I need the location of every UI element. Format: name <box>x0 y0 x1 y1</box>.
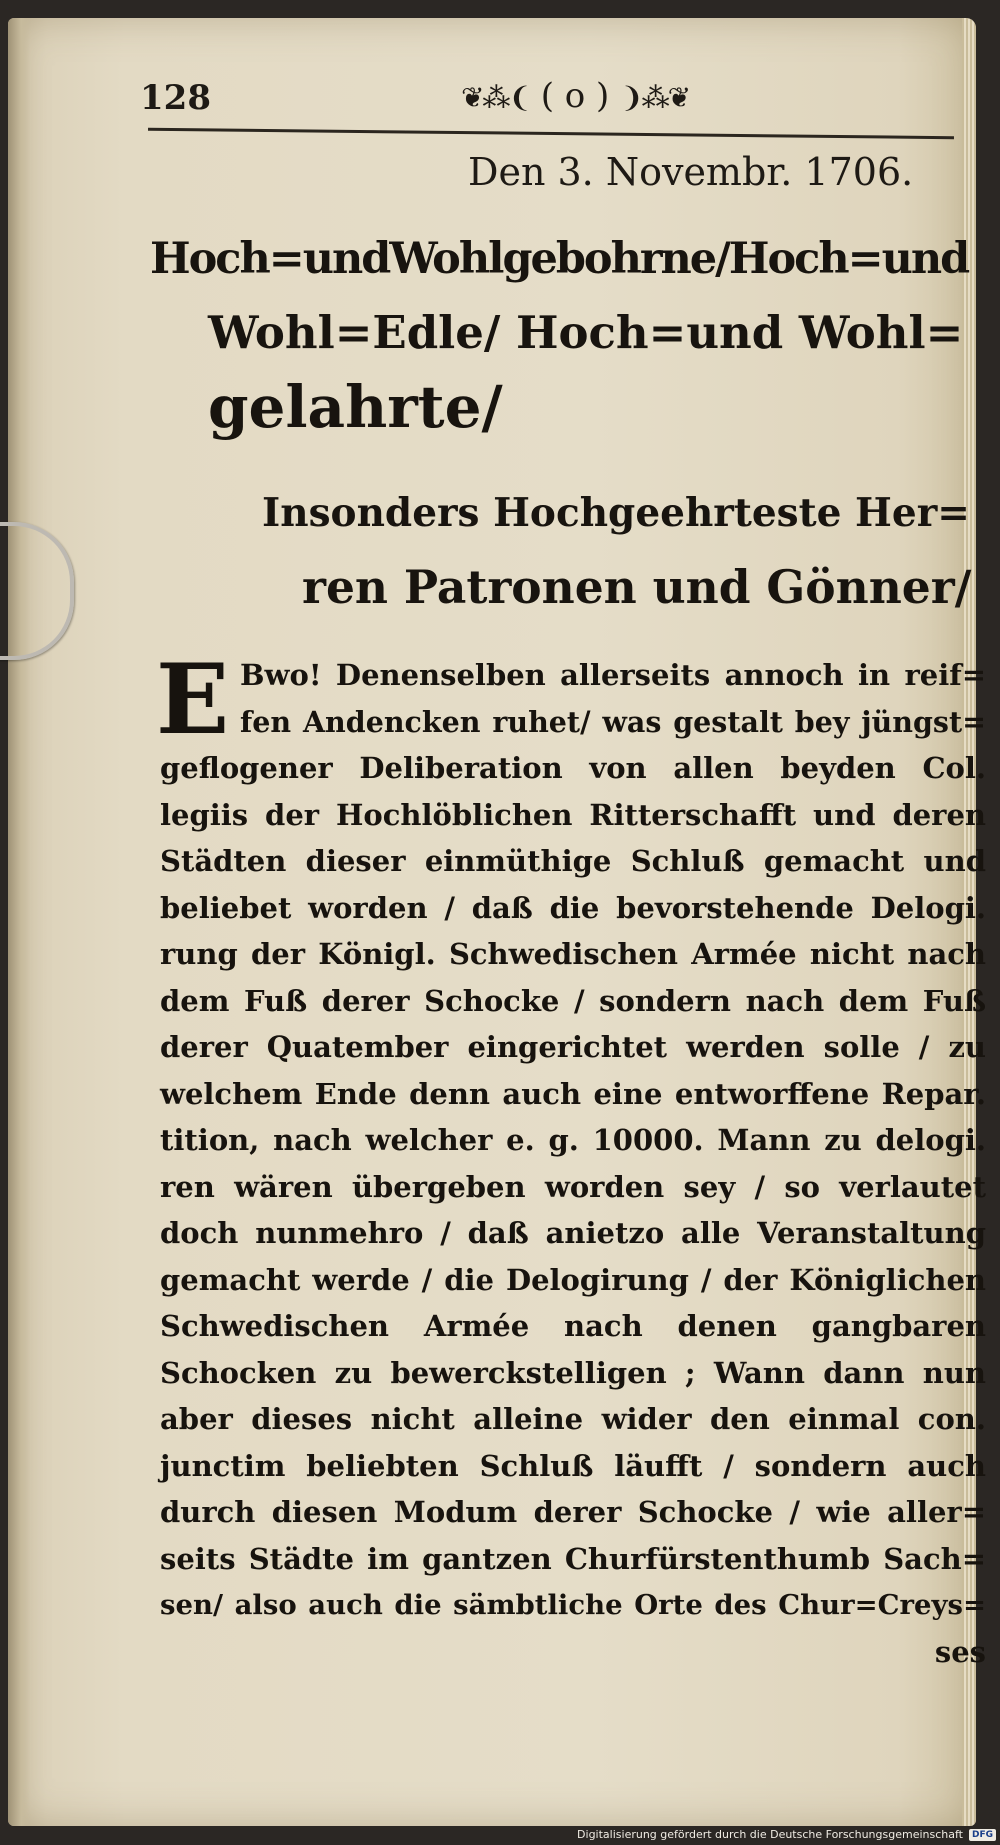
body-line: gemacht werde / die Delogirung / der Königlichen <box>160 1262 986 1297</box>
body-line: junctim beliebten Schluß läufft / sondern auch <box>160 1448 986 1483</box>
body-line: derer Quatember eingerichtet werden solle / zu <box>160 1030 986 1064</box>
digitization-credit <box>577 1828 996 1841</box>
body-line: durch diesen Modum derer Schocke / wie aller= <box>160 1495 986 1529</box>
greeting-line: Insonders Hochgeehrteste Her= <box>262 490 970 536</box>
body-line: Städten dieser einmüthige Schluß gemacht und <box>160 844 986 878</box>
body-line: rung der Königl. Schwedischen Armée nicht nach <box>160 937 986 971</box>
body-text <box>160 652 986 1675</box>
body-line: beliebet worden / daß die bevorstehende Delogi. <box>160 890 986 925</box>
body-line: sen/ also auch die sämbtliche Orte des Chur=Creys= <box>160 1589 986 1621</box>
body-line: seits Städte im gantzen Churfürstenthumb Sach= <box>160 1541 986 1576</box>
body-line: doch nunmehro / daß anietzo alle Veranstaltung <box>160 1216 986 1250</box>
body-line: Schwedischen Armée nach denen gangbaren <box>160 1309 986 1343</box>
ornament-center: ( o ) <box>540 76 610 116</box>
salutation-line: gelahrte/ <box>208 373 503 441</box>
body-line: tition, nach welcher e. g. 10000. Mann zu delogi. <box>160 1123 986 1157</box>
body-line: Schocken zu bewerckstelligen ; Wann dann nun <box>160 1355 986 1390</box>
body-line: fen Andencken ruhet/ was gestalt bey jüngst= <box>240 704 986 739</box>
body-line: legiis der Hochlöblichen Ritterschafft und deren <box>160 797 986 832</box>
salutation-line: Wohl=Edle/ Hoch=und Wohl= <box>208 306 964 359</box>
credit-text: Digitalisierung gefördert durch die Deutsche Forschungsgemeinschaft <box>577 1828 963 1841</box>
dfg-logo-icon: DFG <box>969 1829 996 1841</box>
salutation-line: Hoch=undWohlgebohrne/Hoch=und <box>150 234 969 284</box>
body-line: ren wären übergeben worden sey / so verlautet <box>160 1169 986 1204</box>
body-line: geflogener Deliberation von allen beyden Col. <box>160 751 986 785</box>
page-gutter <box>8 18 30 1826</box>
body-line: Bwo! Denenselben allerseits annoch in reif= <box>240 658 986 692</box>
ornament-left-icon: ❦⁂❨ <box>460 81 530 114</box>
ornament-right-icon: ❩⁂❦ <box>620 81 690 114</box>
page-header <box>130 72 970 132</box>
salutation-heading <box>150 222 970 444</box>
drop-cap: E <box>156 643 230 756</box>
page-number: 128 <box>140 78 211 118</box>
body-line: welchem Ende denn auch eine entworffene Repar. <box>160 1076 986 1111</box>
date-line: Den 3. Novembr. 1706. <box>468 150 914 194</box>
catchword: ses <box>934 1634 986 1669</box>
body-line: dem Fuß derer Schocke / sondern nach dem Fuß <box>160 983 986 1018</box>
greeting-line: ren Patronen und Gönner/ <box>302 560 972 614</box>
header-ornament <box>460 76 690 122</box>
greeting-heading <box>262 476 972 624</box>
body-line: aber dieses nicht alleine wider den einmal con. <box>160 1402 986 1436</box>
